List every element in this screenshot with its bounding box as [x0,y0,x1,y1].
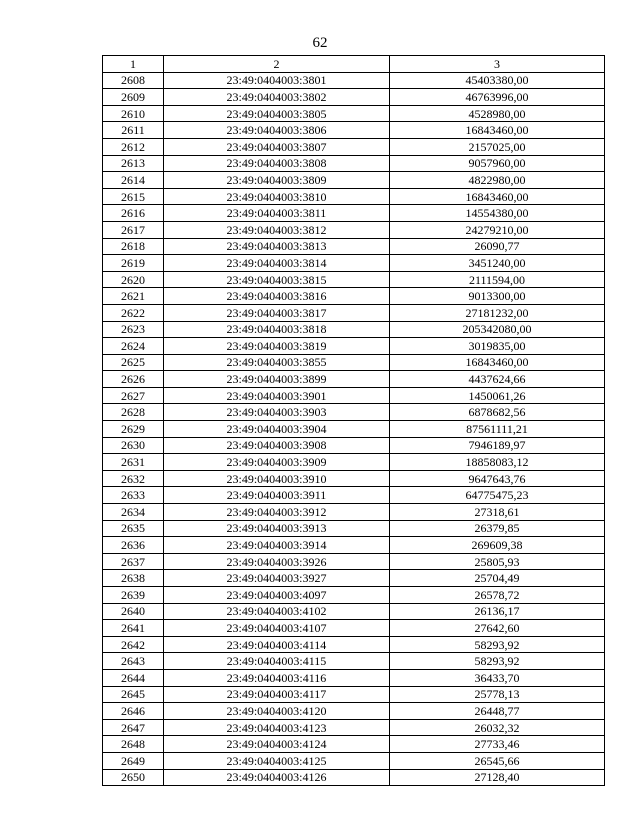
table-row [103,504,605,521]
value-cell: 26545,66 [390,752,605,769]
cadastral-number-cell: 23:49:0404003:3809 [164,172,390,189]
table-row [103,537,605,554]
column-header-2: 2 [164,56,390,73]
cadastral-number-cell: 23:49:0404003:3908 [164,437,390,454]
cadastral-number-cell: 23:49:0404003:3816 [164,288,390,305]
table-row [103,603,605,620]
row-number-cell: 2627 [103,387,164,404]
column-header-1: 1 [103,56,164,73]
row-number-cell: 2643 [103,653,164,670]
cadastral-number-cell: 23:49:0404003:3926 [164,553,390,570]
cadastral-number-cell: 23:49:0404003:3903 [164,404,390,421]
value-cell: 4437624,66 [390,371,605,388]
cadastral-number-cell: 23:49:0404003:4116 [164,669,390,686]
table-row [103,271,605,288]
cadastral-number-cell: 23:49:0404003:3914 [164,537,390,554]
cadastral-number-cell: 23:49:0404003:3801 [164,72,390,89]
table-row [103,719,605,736]
value-cell: 27642,60 [390,620,605,637]
row-number-cell: 2610 [103,105,164,122]
table-row [103,354,605,371]
row-number-cell: 2640 [103,603,164,620]
value-cell: 6878682,56 [390,404,605,421]
cadastral-number-cell: 23:49:0404003:3819 [164,338,390,355]
row-number-cell: 2620 [103,271,164,288]
table-row [103,553,605,570]
column-header-3: 3 [390,56,605,73]
table-row [103,89,605,106]
cadastral-number-cell: 23:49:0404003:3817 [164,304,390,321]
row-number-cell: 2647 [103,719,164,736]
cadastral-number-cell: 23:49:0404003:4126 [164,769,390,786]
cadastral-value-table [102,55,605,786]
table-row [103,205,605,222]
table-row [103,122,605,139]
table-row [103,636,605,653]
value-cell: 27181232,00 [390,304,605,321]
value-cell: 269609,38 [390,537,605,554]
cadastral-number-cell: 23:49:0404003:3805 [164,105,390,122]
row-number-cell: 2626 [103,371,164,388]
value-cell: 16843460,00 [390,354,605,371]
row-number-cell: 2622 [103,304,164,321]
cadastral-number-cell: 23:49:0404003:3912 [164,504,390,521]
row-number-cell: 2625 [103,354,164,371]
value-cell: 45403380,00 [390,72,605,89]
cadastral-number-cell: 23:49:0404003:4120 [164,703,390,720]
table-row [103,454,605,471]
table-row [103,520,605,537]
value-cell: 16843460,00 [390,122,605,139]
value-cell: 9647643,76 [390,470,605,487]
cadastral-number-cell: 23:49:0404003:3811 [164,205,390,222]
row-number-cell: 2645 [103,686,164,703]
row-number-cell: 2638 [103,570,164,587]
row-number-cell: 2637 [103,553,164,570]
table-body [103,72,605,786]
row-number-cell: 2609 [103,89,164,106]
cadastral-number-cell: 23:49:0404003:3814 [164,255,390,272]
value-cell: 4822980,00 [390,172,605,189]
value-cell: 2157025,00 [390,138,605,155]
cadastral-number-cell: 23:49:0404003:4114 [164,636,390,653]
table-row [103,338,605,355]
table-row [103,752,605,769]
value-cell: 18858083,12 [390,454,605,471]
row-number-cell: 2649 [103,752,164,769]
row-number-cell: 2611 [103,122,164,139]
row-number-cell: 2618 [103,238,164,255]
value-cell: 7946189,97 [390,437,605,454]
value-cell: 9013300,00 [390,288,605,305]
row-number-cell: 2613 [103,155,164,172]
value-cell: 16843460,00 [390,188,605,205]
row-number-cell: 2623 [103,321,164,338]
cadastral-number-cell: 23:49:0404003:4117 [164,686,390,703]
table-row [103,138,605,155]
cadastral-number-cell: 23:49:0404003:3913 [164,520,390,537]
value-cell: 3019835,00 [390,338,605,355]
cadastral-number-cell: 23:49:0404003:3806 [164,122,390,139]
cadastral-number-cell: 23:49:0404003:4125 [164,752,390,769]
cadastral-number-cell: 23:49:0404003:3812 [164,221,390,238]
value-cell: 36433,70 [390,669,605,686]
row-number-cell: 2648 [103,736,164,753]
value-cell: 26090,77 [390,238,605,255]
cadastral-number-cell: 23:49:0404003:3910 [164,470,390,487]
table-row [103,703,605,720]
value-cell: 9057960,00 [390,155,605,172]
cadastral-number-cell: 23:49:0404003:3927 [164,570,390,587]
value-cell: 64775475,23 [390,487,605,504]
cadastral-number-cell: 23:49:0404003:3815 [164,271,390,288]
table-row [103,387,605,404]
row-number-cell: 2646 [103,703,164,720]
value-cell: 4528980,00 [390,105,605,122]
cadastral-number-cell: 23:49:0404003:3813 [164,238,390,255]
table-row [103,288,605,305]
table-row [103,155,605,172]
row-number-cell: 2616 [103,205,164,222]
row-number-cell: 2636 [103,537,164,554]
value-cell: 87561111,21 [390,421,605,438]
row-number-cell: 2630 [103,437,164,454]
row-number-cell: 2635 [103,520,164,537]
value-cell: 2111594,00 [390,271,605,288]
table-row [103,421,605,438]
cadastral-number-cell: 23:49:0404003:4102 [164,603,390,620]
table-row [103,570,605,587]
table-row [103,736,605,753]
cadastral-number-cell: 23:49:0404003:4097 [164,587,390,604]
value-cell: 58293,92 [390,636,605,653]
row-number-cell: 2650 [103,769,164,786]
row-number-cell: 2641 [103,620,164,637]
cadastral-number-cell: 23:49:0404003:3818 [164,321,390,338]
table-row [103,686,605,703]
cadastral-number-cell: 23:49:0404003:3810 [164,188,390,205]
row-number-cell: 2614 [103,172,164,189]
row-number-cell: 2624 [103,338,164,355]
row-number-cell: 2628 [103,404,164,421]
row-number-cell: 2612 [103,138,164,155]
value-cell: 25805,93 [390,553,605,570]
table-row [103,105,605,122]
cadastral-number-cell: 23:49:0404003:3802 [164,89,390,106]
value-cell: 27128,40 [390,769,605,786]
table-row [103,404,605,421]
value-cell: 46763996,00 [390,89,605,106]
row-number-cell: 2633 [103,487,164,504]
value-cell: 26032,32 [390,719,605,736]
table-row [103,620,605,637]
table-row [103,669,605,686]
row-number-cell: 2639 [103,587,164,604]
cadastral-number-cell: 23:49:0404003:3911 [164,487,390,504]
table-row [103,587,605,604]
value-cell: 26578,72 [390,587,605,604]
value-cell: 3451240,00 [390,255,605,272]
table-row [103,321,605,338]
table-row [103,72,605,89]
row-number-cell: 2615 [103,188,164,205]
value-cell: 27733,46 [390,736,605,753]
cadastral-number-cell: 23:49:0404003:4115 [164,653,390,670]
cadastral-number-cell: 23:49:0404003:3807 [164,138,390,155]
value-cell: 26136,17 [390,603,605,620]
table-row [103,172,605,189]
cadastral-number-cell: 23:49:0404003:3808 [164,155,390,172]
cadastral-number-cell: 23:49:0404003:4124 [164,736,390,753]
table-row [103,437,605,454]
table-row [103,255,605,272]
cadastral-number-cell: 23:49:0404003:3904 [164,421,390,438]
row-number-cell: 2642 [103,636,164,653]
value-cell: 25778,13 [390,686,605,703]
page-number: 62 [312,35,328,51]
row-number-cell: 2617 [103,221,164,238]
row-number-cell: 2634 [103,504,164,521]
row-number-cell: 2619 [103,255,164,272]
row-number-cell: 2621 [103,288,164,305]
cadastral-number-cell: 23:49:0404003:3899 [164,371,390,388]
cadastral-number-cell: 23:49:0404003:3855 [164,354,390,371]
value-cell: 26379,85 [390,520,605,537]
value-cell: 24279210,00 [390,221,605,238]
value-cell: 27318,61 [390,504,605,521]
row-number-cell: 2631 [103,454,164,471]
cadastral-number-cell: 23:49:0404003:3909 [164,454,390,471]
table-row [103,221,605,238]
row-number-cell: 2632 [103,470,164,487]
value-cell: 58293,92 [390,653,605,670]
table-row [103,238,605,255]
value-cell: 205342080,00 [390,321,605,338]
table-header-row [103,56,605,73]
table-row [103,653,605,670]
row-number-cell: 2608 [103,72,164,89]
value-cell: 25704,49 [390,570,605,587]
row-number-cell: 2644 [103,669,164,686]
cadastral-number-cell: 23:49:0404003:4123 [164,719,390,736]
table-row [103,487,605,504]
table-row [103,371,605,388]
row-number-cell: 2629 [103,421,164,438]
value-cell: 26448,77 [390,703,605,720]
cadastral-number-cell: 23:49:0404003:3901 [164,387,390,404]
value-cell: 14554380,00 [390,205,605,222]
table-row [103,470,605,487]
table-row [103,769,605,786]
table-row [103,188,605,205]
value-cell: 1450061,26 [390,387,605,404]
cadastral-number-cell: 23:49:0404003:4107 [164,620,390,637]
table-row [103,304,605,321]
